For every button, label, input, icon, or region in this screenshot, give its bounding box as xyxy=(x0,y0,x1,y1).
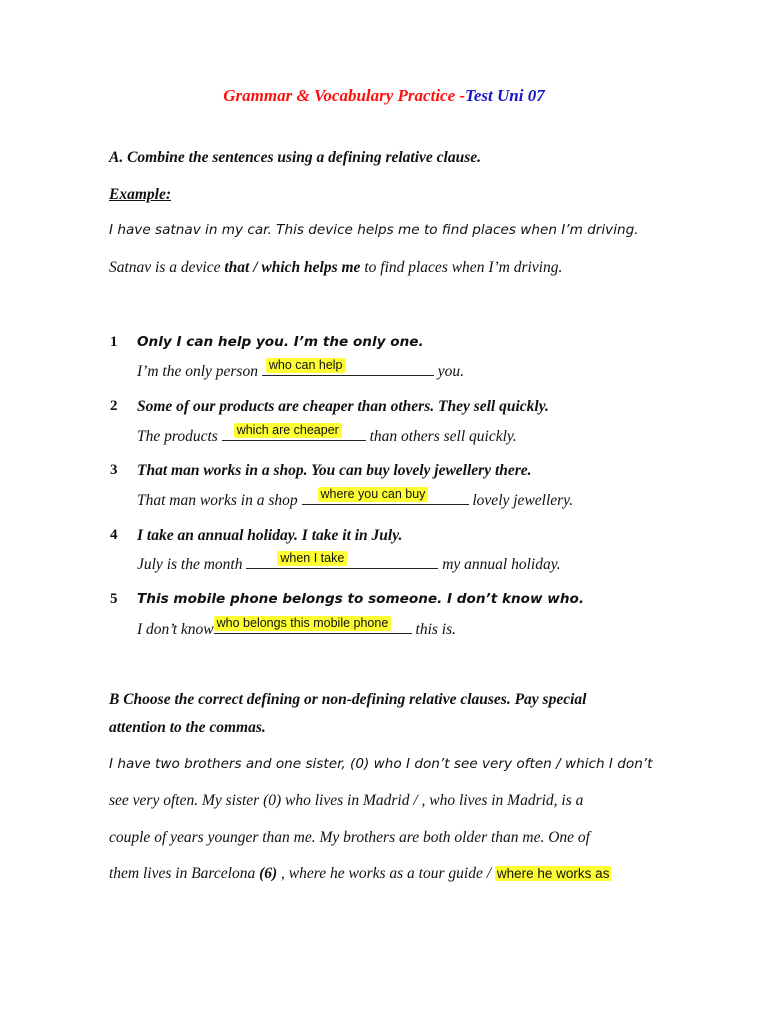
section-b-heading-line-2: attention to the commas. xyxy=(109,719,266,736)
example-line-2-pre: Satnav is a device xyxy=(109,259,225,276)
item-post: you. xyxy=(433,363,464,380)
highlighted-answer: where he works as xyxy=(496,866,610,881)
item-prompt: That man works in a shop. You can buy lovely jewellery there. xyxy=(137,462,532,479)
answer-highlight: who belongs this mobile phone xyxy=(214,616,392,631)
answer-blank[interactable] xyxy=(302,489,469,505)
item-pre: The products xyxy=(137,428,222,445)
item-prompt: Some of our products are cheaper than others. They sell quickly. xyxy=(137,398,549,415)
paragraph-line-3: couple of years younger than me. My brothers are both older than me. One of xyxy=(109,829,590,846)
item-number: 5 xyxy=(110,591,118,607)
item-pre: July is the month xyxy=(137,556,247,573)
paragraph-line-1: I have two brothers and one sister, (0) who I don’t see very often / which I don’t xyxy=(109,756,653,772)
item-pre: I don’t know xyxy=(137,621,214,638)
example-label: Example: xyxy=(109,186,171,203)
item-post: my annual holiday. xyxy=(438,556,561,573)
item-answer-line xyxy=(137,360,464,381)
item-post: this is. xyxy=(411,621,456,638)
paragraph-line-4 xyxy=(109,865,611,883)
item-prompt: This mobile phone belongs to someone. I don’t know who. xyxy=(137,591,585,607)
item-prompt: Only I can help you. I’m the only one. xyxy=(137,334,424,350)
example-line-1: I have satnav in my car. This device helps me to find places when I’m driving. xyxy=(109,222,639,238)
paragraph-line-2: see very often. My sister (0) who lives in Madrid / , who lives in Madrid, is a xyxy=(109,792,584,809)
answer-blank[interactable] xyxy=(222,425,366,441)
answer-blank[interactable] xyxy=(246,553,438,569)
example-line-2-bold: that / which helps me xyxy=(224,259,361,276)
answer-blank[interactable] xyxy=(262,360,434,376)
title-main: Grammar & Vocabulary Practice - xyxy=(223,86,466,105)
item-number: 1 xyxy=(110,334,118,350)
example-line-2 xyxy=(109,259,562,277)
section-b-heading-line-1: B Choose the correct defining or non-defining relative clauses. Pay special xyxy=(109,691,587,708)
answer-highlight: where you can buy xyxy=(318,487,429,502)
item-answer-line xyxy=(137,553,561,574)
item-pre: That man works in a shop xyxy=(137,492,302,509)
item-number: 3 xyxy=(110,462,118,478)
gap-number: (6) xyxy=(259,865,278,882)
item-number: 2 xyxy=(110,398,118,414)
answer-highlight: which are cheaper xyxy=(234,423,342,438)
page-title xyxy=(0,86,768,106)
title-unit: Test Uni 07 xyxy=(465,86,545,105)
item-answer-line xyxy=(137,425,517,446)
example-line-2-post: to find places when I’m driving. xyxy=(360,259,563,276)
paragraph-line-4-mid: , where he works as a tour guide / xyxy=(277,865,495,882)
answer-highlight: who can help xyxy=(266,358,346,373)
item-answer-line xyxy=(137,489,573,510)
item-post: than others sell quickly. xyxy=(365,428,517,445)
item-post: lovely jewellery. xyxy=(468,492,574,509)
section-a-heading: A. Combine the sentences using a defining relative clause. xyxy=(109,149,482,166)
item-number: 4 xyxy=(110,527,118,543)
item-pre: I’m the only person xyxy=(137,363,262,380)
item-prompt: I take an annual holiday. I take it in July. xyxy=(137,527,403,544)
answer-blank[interactable] xyxy=(214,618,412,634)
item-answer-line xyxy=(137,618,456,639)
paragraph-line-4-pre: them lives in Barcelona xyxy=(109,865,260,882)
answer-highlight: when I take xyxy=(277,551,347,566)
